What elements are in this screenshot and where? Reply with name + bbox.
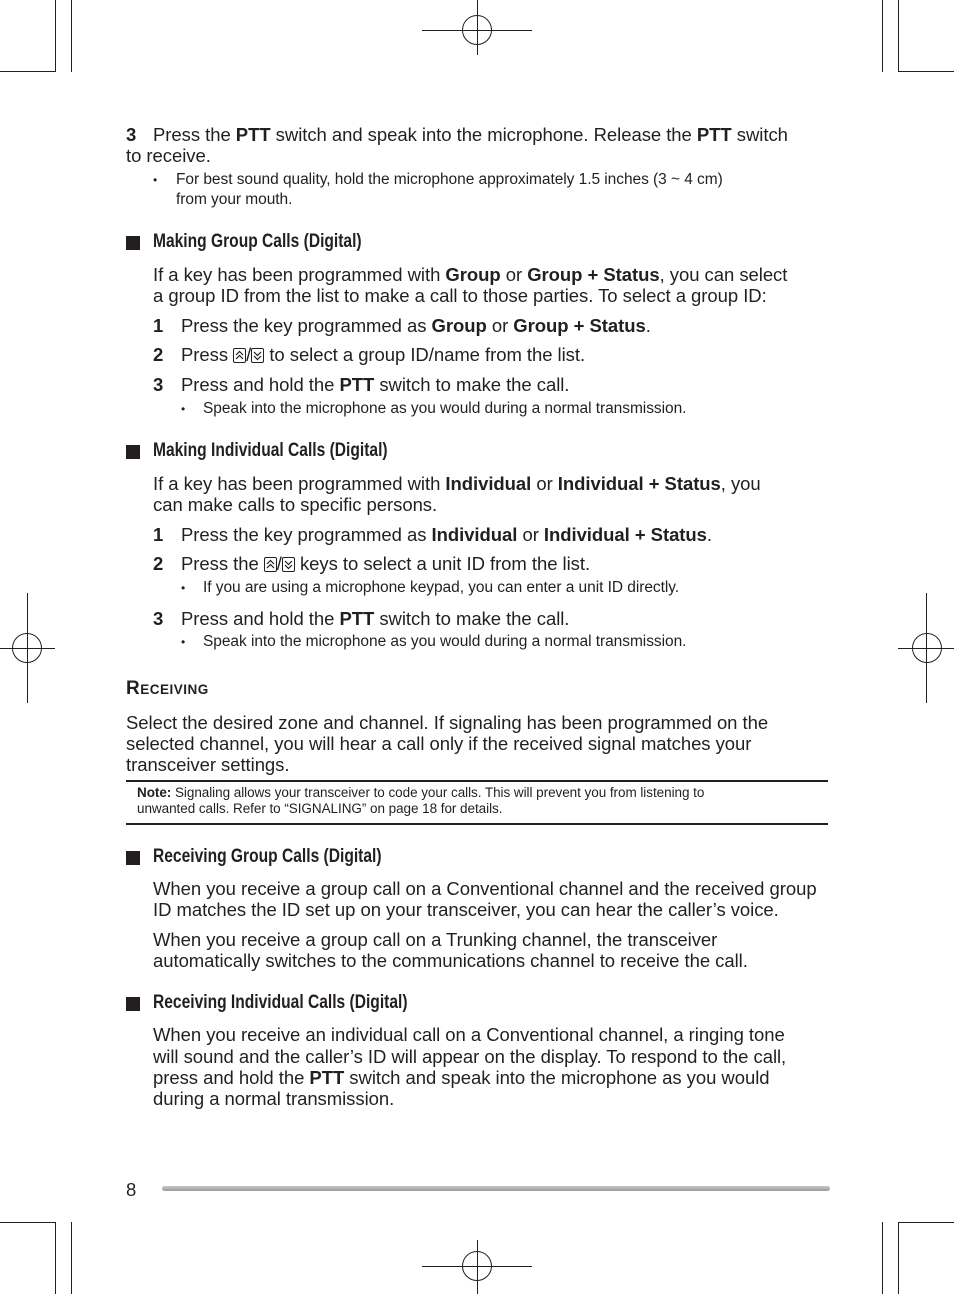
bullet-text: from your mouth. [176, 191, 293, 208]
section-square-icon [126, 445, 140, 459]
note-text: Note: Signaling allows your transceiver to code your calls. This will prevent you from listening to [137, 785, 705, 800]
double-chevron-down-icon [251, 348, 264, 363]
page-number: 8 [126, 1179, 137, 1200]
double-chevron-down-icon [282, 557, 295, 572]
step-text: Press the PTT switch and speak into the microphone. Release the PTT switch [153, 124, 788, 145]
step-text: Press the / keys to select a unit ID from the list. [181, 553, 591, 574]
double-chevron-up-icon [233, 348, 246, 363]
paragraph: When you receive a group call on a Trunking channel, the transceiver [153, 929, 718, 950]
step-text: Press / to select a group ID/name from the list. [181, 344, 586, 365]
step-number: 3 [153, 374, 164, 395]
paragraph: can make calls to specific persons. [153, 494, 438, 515]
bullet-text: Speak into the microphone as you would during a normal transmission. [203, 400, 687, 417]
step-number: 1 [153, 524, 164, 545]
section-heading: Receiving Group Calls (Digital) [153, 846, 382, 867]
section-square-icon [126, 851, 140, 865]
footer-bar [162, 1186, 830, 1191]
step-number: 3 [126, 124, 137, 145]
paragraph: during a normal transmission. [153, 1088, 395, 1109]
step-text: to receive. [126, 145, 211, 166]
step-number: 1 [153, 315, 164, 336]
paragraph: will sound and the caller’s ID will appear on the display. To respond to the call, [153, 1046, 787, 1067]
paragraph: When you receive a group call on a Conventional channel and the received group [153, 878, 817, 899]
note-bottom-rule [126, 823, 828, 825]
note-text: unwanted calls. Refer to “SIGNALING” on page 18 for details. [137, 801, 503, 816]
section-heading: Receiving Individual Calls (Digital) [153, 992, 408, 1013]
section-square-icon [126, 997, 140, 1011]
bullet-text: For best sound quality, hold the microphone approximately 1.5 inches (3 ~ 4 cm) [176, 171, 723, 188]
receiving-title: RECEIVING [126, 678, 209, 699]
step-text: Press and hold the PTT switch to make the call. [181, 608, 570, 629]
paragraph: selected channel, you will hear a call only if the received signal matches your [126, 733, 752, 754]
paragraph: transceiver settings. [126, 754, 290, 775]
bullet-text: Speak into the microphone as you would during a normal transmission. [203, 633, 687, 650]
paragraph: When you receive an individual call on a Conventional channel, a ringing tone [153, 1024, 785, 1045]
bullet-icon: • [181, 581, 186, 595]
paragraph: automatically switches to the communications channel to receive the call. [153, 950, 748, 971]
step-text: Press the key programmed as Group or Group + Status. [181, 315, 651, 336]
bullet-icon: • [181, 635, 186, 649]
paragraph: ID matches the ID set up on your transceiver, you can hear the caller’s voice. [153, 899, 779, 920]
step-text: Press and hold the PTT switch to make the call. [181, 374, 570, 395]
step-number: 3 [153, 608, 164, 629]
paragraph: If a key has been programmed with Group or Group + Status, you can select [153, 264, 788, 285]
paragraph: a group ID from the list to make a call to those parties. To select a group ID: [153, 285, 767, 306]
note-top-rule [126, 780, 828, 782]
step-number: 2 [153, 553, 164, 574]
bullet-text: If you are using a microphone keypad, you can enter a unit ID directly. [203, 579, 680, 596]
paragraph: Select the desired zone and channel. If signaling has been programmed on the [126, 712, 769, 733]
paragraph: press and hold the PTT switch and speak into the microphone as you would [153, 1067, 770, 1088]
paragraph: If a key has been programmed with Individual or Individual + Status, you [153, 473, 761, 494]
step-number: 2 [153, 344, 164, 365]
section-square-icon [126, 236, 140, 250]
double-chevron-up-icon [264, 557, 277, 572]
step-text: Press the key programmed as Individual or Individual + Status. [181, 524, 712, 545]
section-heading: Making Individual Calls (Digital) [153, 440, 388, 461]
bullet-icon: • [153, 173, 158, 187]
section-heading: Making Group Calls (Digital) [153, 231, 362, 252]
bullet-icon: • [181, 402, 186, 416]
